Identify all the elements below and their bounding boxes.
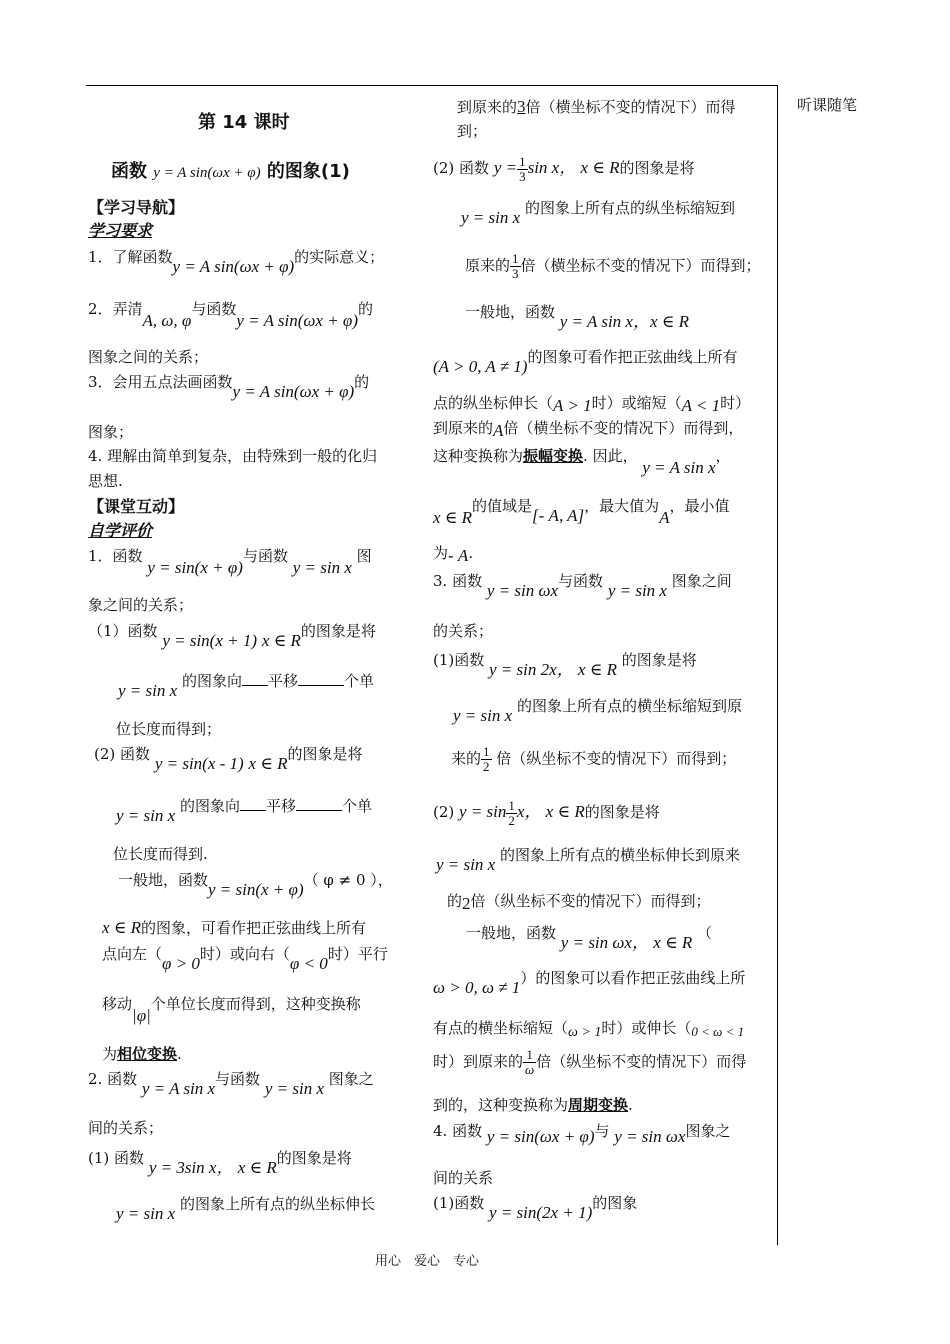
item-3a-line2: y = sin x 的图象上所有点的横坐标缩短到原 xyxy=(453,697,742,725)
item-1-general-line2: x ∈ R的图象，可看作把正弦曲线上所有 xyxy=(102,918,367,937)
margin-divider xyxy=(777,85,778,1245)
item-3a-line3: 来的 $\frac{1}{2}$ 倍（纵坐标不变的情况下）而得到； xyxy=(451,744,737,774)
item-3-general-line5: 到的，这种变换称为周期变换. xyxy=(433,1096,633,1114)
item-3-cont: 的关系； xyxy=(433,622,494,640)
blank-units[interactable] xyxy=(296,810,342,811)
requirement-2: 2．弄清A, ω, φ与函数y = A sin(ωx + φ)的 xyxy=(88,300,373,330)
item-3a: (1)函数 y = sin 2x， x ∈ R 的图象是将 xyxy=(433,651,697,679)
item-4: 4. 函数 y = sin(ωx + φ)与 y = sin ωx图象之 xyxy=(433,1122,731,1146)
item-1-general: 一般地，函数y = sin(x + φ)（ φ ≠ 0 ）， xyxy=(118,871,393,899)
term-period: 周期变换 xyxy=(568,1096,629,1114)
term-phase-shift: 相位变换 xyxy=(117,1045,178,1063)
item-2-general: 一般地，函数 y = A sin x，x ∈ R xyxy=(465,303,689,331)
requirement-3-cont: 图象； xyxy=(88,423,134,441)
lesson-subtitle: 函数 y = A sin(ωx + φ) 的图象(1) xyxy=(111,161,350,182)
item-3-general-line3: 有点的横坐标缩短（ω > 1时）或伸长（0 < ω < 1 xyxy=(433,1019,745,1040)
item-2-general-line2: (A > 0, A ≠ 1)的图象可看作把正弦曲线上所有 xyxy=(433,348,738,376)
term-amplitude: 振幅变换 xyxy=(523,447,584,465)
side-note: 听课随笔 xyxy=(797,96,858,114)
item-1-general-line4: 移动|φ|个单位长度而得到，这种变换称 xyxy=(102,995,361,1025)
section-learning-guide: 【学习导航】 xyxy=(88,198,185,217)
item-2-general-line5: 这种变换称为振幅变换. 因此， y = A sin x， xyxy=(433,447,731,477)
lesson-title: 第 14 课时 xyxy=(198,112,290,133)
item-4-cont: 间的关系 xyxy=(433,1169,494,1187)
item-3-general-line2: ω > 0, ω ≠ 1）的图象可以看作把正弦曲线上所 xyxy=(433,969,746,997)
item-3: 3. 函数 y = sin ωx与函数 y = sin x 图象之间 xyxy=(433,572,732,600)
item-1-cont: 象之间的关系； xyxy=(88,596,194,614)
item-1b-line3: 位长度而得到. xyxy=(113,845,208,863)
top-rule xyxy=(86,85,778,86)
item-3b: (2) y = sin $\frac{1}{2}$ x， x ∈ R的图象是将 xyxy=(433,797,660,828)
item-2b-line2: y = sin x 的图象上所有点的纵坐标缩短到 xyxy=(461,199,735,227)
item-2b: (2) 函数 y = $\frac{1}{3}$ sin x， x ∈ R的图象是将 xyxy=(433,153,695,184)
item-1b-line2: y = sin x 的图象向 平移 个单 xyxy=(116,797,372,825)
item-2-general-line7: 为- A. xyxy=(433,544,474,565)
item-1a-line2: y = sin x 的图象向 平移 个单 xyxy=(118,672,374,700)
item-1a-line3: 位长度而得到； xyxy=(116,720,222,738)
blank-direction[interactable] xyxy=(240,810,266,811)
requirement-1: 1．了解函数y = A sin(ωx + φ)的实际意义； xyxy=(88,248,385,276)
item-2b-line3: 原来的 $\frac{1}{3}$ 倍（横坐标不变的情况下）而得到； xyxy=(465,251,761,281)
item-2-general-line6: x ∈ R的值域是[- A, A]，最大值为A，最小值 xyxy=(433,497,730,527)
item-4a: (1)函数 y = sin(2x + 1)的图象 xyxy=(433,1194,638,1222)
blank-direction[interactable] xyxy=(242,685,268,686)
item-2a-line4: 到； xyxy=(457,122,488,140)
item-2a-line2: y = sin x 的图象上所有点的纵坐标伸长 xyxy=(116,1195,375,1223)
item-3-general: 一般地，函数 y = sin ωx， x ∈ R （ xyxy=(466,924,713,952)
requirement-4-cont: 思想. xyxy=(88,472,123,490)
item-3b-line3: 的2倍（纵坐标不变的情况下）而得到； xyxy=(447,892,711,913)
item-2a: (1) 函数 y = 3sin x， x ∈ R的图象是将 xyxy=(88,1149,352,1177)
page-footer: 用心 爱心 专心 xyxy=(375,1254,480,1269)
item-1-general-line3: 点向左（φ > 0时）或向右（φ < 0时）平行 xyxy=(102,945,388,973)
item-3b-line2: y = sin x 的图象上所有点的横坐标伸长到原来 xyxy=(436,846,740,874)
item-1a: （1）函数 y = sin(x + 1) x ∈ R的图象是将 xyxy=(88,622,376,650)
requirement-4: 4. 理解由简单到复杂，由特殊到一般的化归 xyxy=(88,447,378,465)
blank-units[interactable] xyxy=(298,685,344,686)
requirement-3: 3．会用五点法画函数y = A sin(ωx + φ)的 xyxy=(88,373,370,401)
section-self-evaluation: 自学评价 xyxy=(88,521,153,540)
item-2: 2. 函数 y = A sin x与函数 y = sin x 图象之 xyxy=(88,1070,374,1098)
item-1: 1．函数 y = sin(x + φ)与函数 y = sin x 图 xyxy=(88,547,372,577)
item-2-general-line3: 点的纵坐标伸长（A > 1时）或缩短（A < 1时） xyxy=(433,394,751,415)
item-3-general-line4: 时）到原来的 $\frac{1}{\omega}$ 倍（纵坐标不变的情况下）而得 xyxy=(433,1047,747,1077)
item-2-general-line4: 到原来的A倍（横坐标不变的情况下）而得到， xyxy=(433,419,744,440)
section-learning-requirements: 学习要求 xyxy=(88,221,153,240)
item-2-cont: 间的关系； xyxy=(88,1119,164,1137)
item-1-general-line5: 为相位变换. xyxy=(102,1045,182,1063)
item-1b: (2) 函数 y = sin(x - 1) x ∈ R的图象是将 xyxy=(94,745,363,773)
requirement-2-cont: 图象之间的关系； xyxy=(88,348,209,366)
section-class-interaction: 【课堂互动】 xyxy=(88,497,185,516)
item-2a-line3: 到原来的3倍（横坐标不变的情况下）而得 xyxy=(457,97,736,116)
